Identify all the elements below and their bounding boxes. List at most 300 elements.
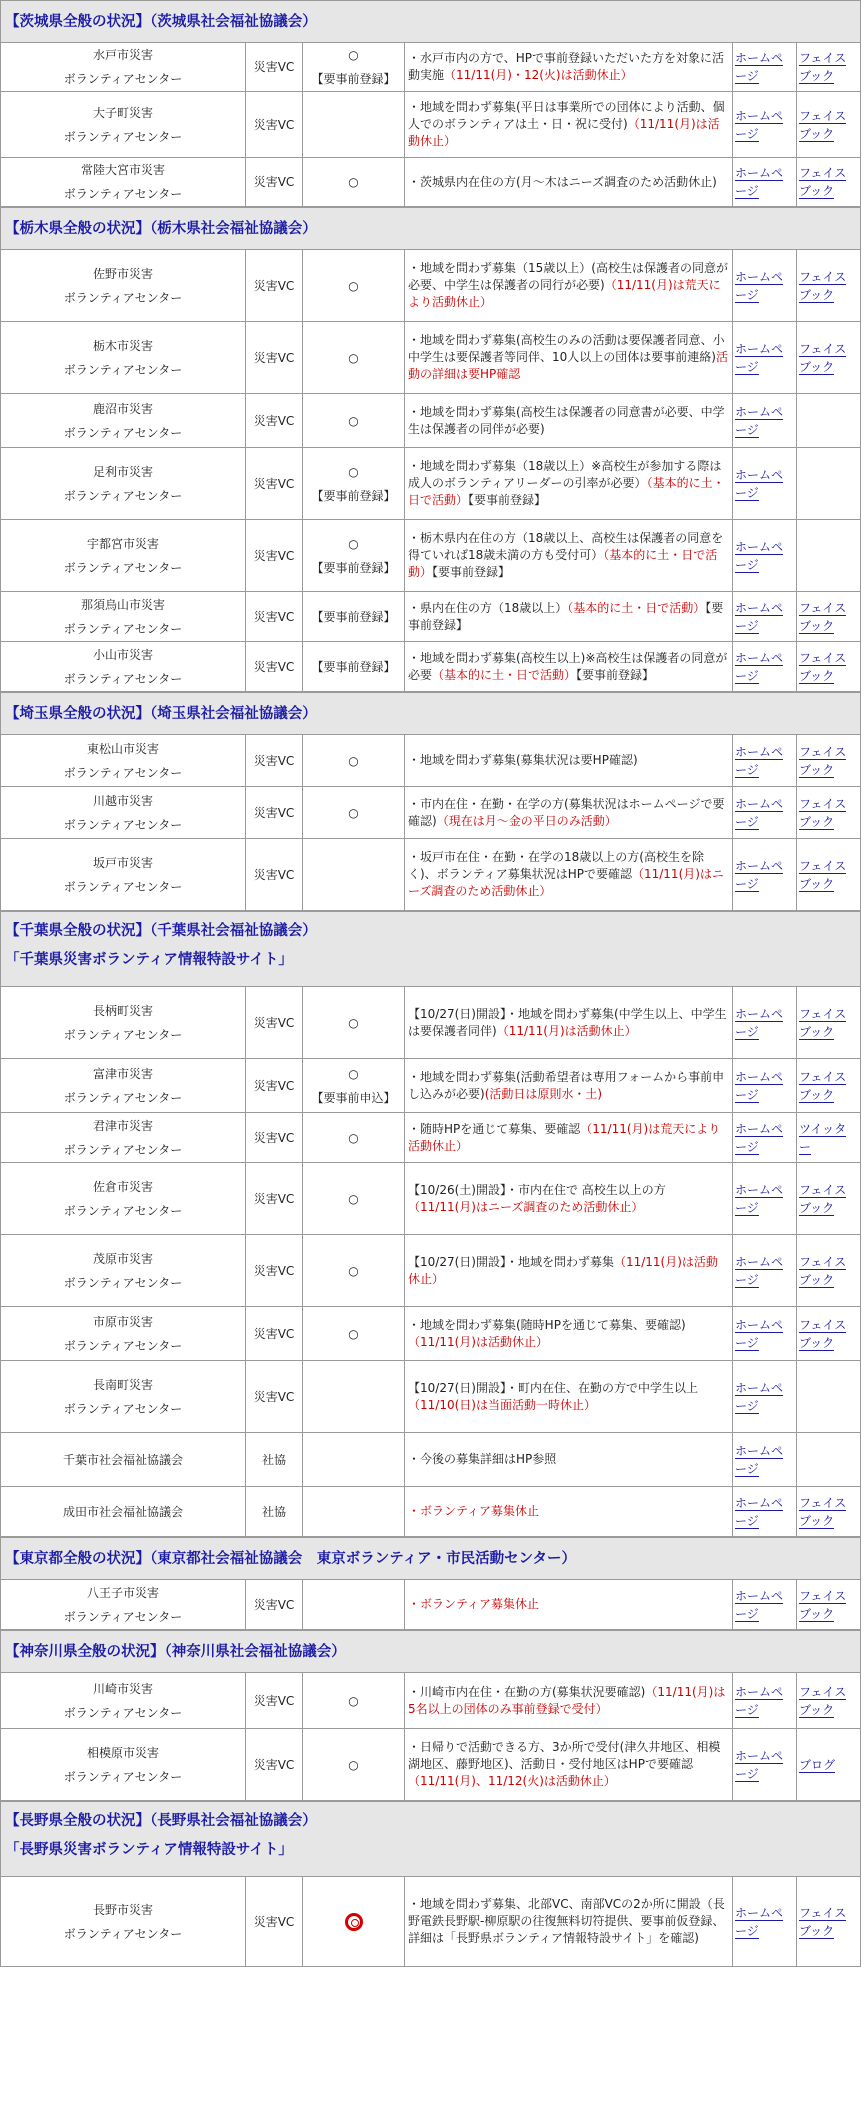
homepage-link[interactable]: ホームページ xyxy=(735,467,784,500)
section-title-link[interactable]: 【千葉県全般の状況】（千葉県社会福祉協議会） xyxy=(5,923,317,939)
info-text: ・今後の募集詳細はHP参照 xyxy=(408,1452,557,1466)
sns-cell xyxy=(797,1163,861,1235)
center-name-line: 茂原市災害 xyxy=(92,1251,153,1266)
sns-cell xyxy=(797,1059,861,1113)
table-row xyxy=(1,448,861,520)
center-name-line: ボランティアセンター xyxy=(63,560,183,575)
center-name-line: ボランティアセンター xyxy=(63,765,183,780)
recruit-info xyxy=(405,1361,733,1433)
section-table xyxy=(0,207,861,692)
sns-link[interactable]: フェイスブック xyxy=(799,1069,847,1102)
recruiting-status xyxy=(303,92,405,158)
circle-mark: ○ xyxy=(348,1191,359,1206)
section-table xyxy=(0,1630,861,1801)
center-name-line: 大子町災害 xyxy=(92,105,153,120)
homepage-cell xyxy=(733,1307,797,1361)
recruit-info xyxy=(405,1877,733,1967)
notice-text: （11/11(月)はニーズ調査のため活動休止） xyxy=(408,867,724,898)
center-type: 災害VC xyxy=(246,1729,303,1801)
homepage-link[interactable]: ホームページ xyxy=(735,269,784,302)
recruit-info xyxy=(405,92,733,158)
center-name-line: ボランティアセンター xyxy=(63,1027,183,1042)
center-type: 災害VC xyxy=(246,1580,303,1630)
section-header-row xyxy=(1,1538,861,1580)
homepage-cell xyxy=(733,520,797,592)
homepage-cell xyxy=(733,92,797,158)
table-row xyxy=(1,642,861,692)
recruit-info xyxy=(405,839,733,911)
homepage-link[interactable]: ホームページ xyxy=(735,539,784,572)
center-name-line: 成田市社会福祉協議会 xyxy=(62,1504,183,1519)
notice-text: （11/11(月)は活動休止） xyxy=(408,1254,718,1286)
homepage-cell xyxy=(733,1361,797,1433)
center-name-line: ボランティアセンター xyxy=(63,72,183,86)
center-name-line: ボランティアセンター xyxy=(63,817,183,832)
table-row xyxy=(1,1433,861,1487)
homepage-link[interactable]: ホームページ xyxy=(735,1254,784,1287)
table-row xyxy=(1,1673,861,1729)
recruiting-status xyxy=(303,1433,405,1487)
sns-cell xyxy=(797,1580,861,1630)
homepage-link[interactable]: ホームページ xyxy=(735,51,784,83)
homepage-link[interactable]: ホームページ xyxy=(735,600,784,633)
center-name-line: ボランティアセンター xyxy=(63,187,183,201)
homepage-link[interactable]: ホームページ xyxy=(735,1380,784,1413)
info-text: (月～木はニーズ調査のため活動休止) xyxy=(516,174,717,189)
sns-link[interactable]: フェイスブック xyxy=(799,166,847,198)
center-type: 社協 xyxy=(246,1487,303,1537)
table-row xyxy=(1,92,861,158)
homepage-cell xyxy=(733,787,797,839)
center-name-line: 川越市災害 xyxy=(92,793,153,808)
center-name-line: 市原市災害 xyxy=(92,1314,153,1329)
sns-link[interactable]: フェイスブック xyxy=(799,269,847,302)
homepage-link[interactable]: ホームページ xyxy=(735,1121,784,1154)
section-title-link[interactable]: 【東京都全般の状況】（東京都社会福祉協議会 東京ボランティア・市民活動センター） xyxy=(5,1550,577,1567)
center-name-line: ボランティアセンター xyxy=(63,1275,183,1290)
info-text: ・地域を問わず募集(高校生は保護者の同意書が必要、中学生は保護者の同伴が必要) xyxy=(408,404,725,436)
sns-cell xyxy=(797,1729,861,1801)
recruit-info xyxy=(405,1580,733,1630)
section-table xyxy=(0,1537,861,1630)
homepage-cell xyxy=(733,1729,797,1801)
center-name-line: 長柄町災害 xyxy=(92,1003,153,1018)
section-header xyxy=(1,1631,861,1673)
notice-text: （基本的に土・日で活動） xyxy=(408,476,725,507)
recruiting-status xyxy=(303,1163,405,1235)
center-type: 災害VC xyxy=(246,158,303,207)
sns-link[interactable]: ブログ xyxy=(799,1757,836,1772)
table-row xyxy=(1,1361,861,1433)
sns-link[interactable]: フェイスブック xyxy=(799,600,847,633)
center-name xyxy=(1,1235,246,1307)
homepage-link[interactable]: ホームページ xyxy=(735,858,784,891)
homepage-cell xyxy=(733,839,797,911)
sns-cell xyxy=(797,1433,861,1487)
table-row xyxy=(1,250,861,322)
center-name-line: 足利市災害 xyxy=(92,464,153,479)
circle-mark: ○ xyxy=(348,1693,359,1708)
homepage-cell xyxy=(733,1673,797,1729)
circle-mark: ○ xyxy=(348,278,359,293)
homepage-link[interactable]: ホームページ xyxy=(735,341,784,374)
section-header-row xyxy=(1,1,861,43)
sns-link[interactable]: フェイスブック xyxy=(799,108,847,141)
circle-mark: ○ xyxy=(348,1015,359,1030)
special-site-link[interactable]: 「千葉県災害ボランティア情報特設サイト」 xyxy=(5,952,293,968)
sns-cell xyxy=(797,787,861,839)
notice-text: （11/11(月)は活動休止） xyxy=(496,1023,637,1038)
homepage-cell xyxy=(733,1487,797,1537)
section-header-row xyxy=(1,1802,861,1877)
registration-note: 【要事前登録】 xyxy=(311,488,396,503)
info-text: 【要事前登録】 xyxy=(432,565,511,579)
homepage-cell xyxy=(733,1059,797,1113)
sns-cell xyxy=(797,987,861,1059)
center-name-line: ボランティアセンター xyxy=(63,1401,183,1416)
center-name-line: 坂戸市災害 xyxy=(92,855,153,870)
center-type: 災害VC xyxy=(246,520,303,592)
homepage-cell xyxy=(733,394,797,448)
center-name-line: ボランティアセンター xyxy=(63,488,183,503)
info-text: 【要事前登録】 xyxy=(576,667,655,682)
info-text: ・地域を問わず募集 xyxy=(505,1254,614,1269)
info-text: 【10/26(土)開設】 xyxy=(408,1182,506,1197)
sns-cell xyxy=(797,43,861,92)
info-text: ・町内在住、在勤の方で中学生以上 xyxy=(505,1380,698,1395)
center-type: 災害VC xyxy=(246,1673,303,1729)
recruiting-status xyxy=(303,1113,405,1163)
center-name-line: 常陸大宮市災害 xyxy=(80,163,165,177)
info-text: ・地域を問わず募集(高校生のみの活動は要保護者同意、小中学生は要保護者等同伴、10人以上の団体は要事前連絡) xyxy=(408,333,725,364)
section-title-link[interactable]: 【埼玉県全般の状況】（埼玉県社会福祉協議会） xyxy=(5,705,317,722)
registration-note: 【要事前登録】 xyxy=(311,72,396,86)
recruiting-status xyxy=(303,1877,405,1967)
circle-mark: ○ xyxy=(348,536,359,551)
homepage-cell xyxy=(733,642,797,692)
recruit-info xyxy=(405,1433,733,1487)
sns-link[interactable]: フェイスブック xyxy=(799,1006,847,1039)
notice-text: （11/11(月)は荒天により活動休止） xyxy=(408,1121,721,1153)
recruit-info xyxy=(405,1307,733,1361)
sns-cell xyxy=(797,592,861,642)
center-name xyxy=(1,787,246,839)
notice-text: (活動日は原則水・土) xyxy=(484,1086,603,1101)
recruiting-status xyxy=(303,448,405,520)
section-header-row xyxy=(1,208,861,250)
info-text: ・地域を問わず募集（15歳以上）(高校生は保護者の同意が必要、中学生は保護者の同行が必要) xyxy=(408,261,728,292)
center-type: 災害VC xyxy=(246,394,303,448)
recruit-info xyxy=(405,1059,733,1113)
center-type: 災害VC xyxy=(246,448,303,520)
homepage-link[interactable]: ホームページ xyxy=(735,650,784,683)
center-name-line: 佐野市災害 xyxy=(92,266,153,281)
sns-link[interactable]: フェイスブック xyxy=(799,796,847,829)
recruit-info xyxy=(405,787,733,839)
center-name xyxy=(1,1580,246,1630)
center-name-line: ボランティアセンター xyxy=(63,621,183,636)
center-type: 災害VC xyxy=(246,1235,303,1307)
center-type: 災害VC xyxy=(246,92,303,158)
center-name-line: ボランティアセンター xyxy=(63,671,183,686)
homepage-link[interactable]: ホームページ xyxy=(735,1182,784,1215)
sns-cell xyxy=(797,1877,861,1967)
center-name-line: 富津市災害 xyxy=(92,1066,153,1081)
center-type: 災害VC xyxy=(246,250,303,322)
center-name-line: 那須烏山市災害 xyxy=(80,597,165,612)
center-name-line: 川崎市災害 xyxy=(92,1681,153,1696)
recruiting-status xyxy=(303,1729,405,1801)
section-header-row xyxy=(1,912,861,987)
section-title-link[interactable]: 【神奈川県全般の状況】（神奈川県社会福祉協議会） xyxy=(5,1643,346,1660)
center-name-line: ボランティアセンター xyxy=(63,1338,183,1353)
sns-link[interactable]: フェイスブック xyxy=(799,744,847,777)
recruit-info xyxy=(405,987,733,1059)
sns-cell xyxy=(797,1673,861,1729)
center-name-line: 千葉市社会福祉協議会 xyxy=(62,1452,183,1467)
circle-mark: ○ xyxy=(348,1130,359,1145)
center-name-line: ボランティアセンター xyxy=(63,1705,183,1720)
info-text: ・栃木県内在住の方（18歳以上、高校生は保護者の同意を得ていれば18歳未満の方も受付可） xyxy=(408,531,724,562)
center-type: 災害VC xyxy=(246,987,303,1059)
center-name xyxy=(1,1729,246,1801)
table-row xyxy=(1,987,861,1059)
recruit-info xyxy=(405,250,733,322)
homepage-cell xyxy=(733,592,797,642)
center-name-line: 君津市災害 xyxy=(92,1118,153,1133)
notice-text: （11/10(日)は当面活動一時休止） xyxy=(408,1397,596,1412)
info-text: ・随時HPを通じて募集、要確認 xyxy=(408,1121,581,1136)
sns-link[interactable]: フェイスブック xyxy=(799,341,847,374)
sns-cell xyxy=(797,1113,861,1163)
homepage-link[interactable]: ホームページ xyxy=(735,1905,784,1938)
section-header xyxy=(1,693,861,735)
center-name-line: 宇都宮市災害 xyxy=(86,536,159,551)
sns-cell xyxy=(797,158,861,207)
center-name xyxy=(1,448,246,520)
sns-cell xyxy=(797,394,861,448)
table-row xyxy=(1,1235,861,1307)
recruit-info xyxy=(405,158,733,207)
homepage-link[interactable]: ホームページ xyxy=(735,1069,784,1102)
circle-mark: ○ xyxy=(348,1757,359,1772)
recruit-info xyxy=(405,394,733,448)
center-name xyxy=(1,735,246,787)
recruit-info xyxy=(405,322,733,394)
section-title-link[interactable]: 【茨城県全般の状況】（茨城県社会福祉協議会） xyxy=(5,13,317,30)
center-name xyxy=(1,250,246,322)
registration-note: 【要事前登録】 xyxy=(311,659,396,674)
center-name xyxy=(1,1673,246,1729)
recruiting-status xyxy=(303,1580,405,1630)
homepage-link[interactable]: ホームページ xyxy=(735,1748,784,1781)
notice-text: （11/11(月)はニーズ調査のため活動休止） xyxy=(408,1199,644,1214)
sns-link[interactable]: ツイッター xyxy=(799,1121,847,1154)
info-text: 【10/27(日)開設】 xyxy=(408,1254,506,1269)
homepage-link[interactable]: ホームページ xyxy=(735,1443,784,1476)
center-name-line: ボランティアセンター xyxy=(63,362,183,377)
recruiting-status xyxy=(303,322,405,394)
homepage-cell xyxy=(733,735,797,787)
homepage-link[interactable]: ホームページ xyxy=(735,744,784,777)
section-header xyxy=(1,1538,861,1580)
notice-text: （11/11(月)、11/12(火)は活動休止） xyxy=(408,1774,616,1788)
recruiting-status xyxy=(303,642,405,692)
recruiting-status xyxy=(303,1487,405,1537)
center-name xyxy=(1,322,246,394)
center-name xyxy=(1,592,246,642)
table-row xyxy=(1,592,861,642)
sns-cell xyxy=(797,1361,861,1433)
homepage-link[interactable]: ホームページ xyxy=(735,404,784,437)
recruit-info xyxy=(405,520,733,592)
recruiting-status xyxy=(303,987,405,1059)
section-header xyxy=(1,208,861,250)
recruiting-status xyxy=(303,250,405,322)
sns-link[interactable]: フェイスブック xyxy=(799,1254,847,1287)
recruiting-status xyxy=(303,1235,405,1307)
recruit-info xyxy=(405,1113,733,1163)
center-name-line: 鹿沼市災害 xyxy=(92,401,153,416)
center-name-line: 長南町災害 xyxy=(92,1377,153,1392)
sns-cell xyxy=(797,735,861,787)
circle-mark: ○ xyxy=(348,753,359,768)
recruiting-status xyxy=(303,520,405,592)
section-table xyxy=(0,692,861,911)
circle-mark: ○ xyxy=(348,413,359,428)
table-row xyxy=(1,839,861,911)
notice-text: （11/11(月)は荒天により活動休止） xyxy=(408,278,721,309)
table-row xyxy=(1,1163,861,1235)
center-name-line: ボランティアセンター xyxy=(63,1926,183,1941)
table-row xyxy=(1,787,861,839)
sns-link[interactable]: フェイスブック xyxy=(799,1182,847,1215)
center-type: 災害VC xyxy=(246,1877,303,1967)
sns-cell xyxy=(797,322,861,394)
center-name xyxy=(1,987,246,1059)
homepage-link[interactable]: ホームページ xyxy=(735,796,784,829)
homepage-link[interactable]: ホームページ xyxy=(735,166,784,198)
recruiting-status xyxy=(303,43,405,92)
center-name-line: 佐倉市災害 xyxy=(92,1179,153,1194)
center-type: 災害VC xyxy=(246,322,303,394)
center-name xyxy=(1,642,246,692)
section-header xyxy=(1,1802,861,1877)
center-name-line: 東松山市災害 xyxy=(86,741,159,756)
recruiting-status xyxy=(303,1673,405,1729)
sns-link[interactable]: フェイスブック xyxy=(799,858,847,891)
recruit-info xyxy=(405,592,733,642)
center-type: 災害VC xyxy=(246,43,303,92)
recruiting-status xyxy=(303,735,405,787)
recruiting-status xyxy=(303,592,405,642)
circle-mark: ○ xyxy=(348,1263,359,1278)
sns-cell xyxy=(797,1307,861,1361)
table-row xyxy=(1,1059,861,1113)
center-type: 災害VC xyxy=(246,1113,303,1163)
sns-link[interactable]: フェイスブック xyxy=(799,1684,847,1717)
homepage-link[interactable]: ホームページ xyxy=(735,1684,784,1717)
info-text: ・市内在住で 高校生以上の方 xyxy=(505,1182,666,1197)
sns-cell xyxy=(797,642,861,692)
info-text: ・地域を問わず募集(高校生以上)※高校生は保護者の同意が必要 xyxy=(408,650,728,682)
notice-text: （11/11(月)・12(火)は活動休止） xyxy=(444,68,633,82)
double-circle-icon xyxy=(345,1913,363,1931)
center-name-line: ボランティアセンター xyxy=(63,1090,183,1105)
sns-link[interactable]: フェイスブック xyxy=(799,1495,847,1528)
table-row xyxy=(1,1307,861,1361)
sns-link[interactable]: フェイスブック xyxy=(799,1317,847,1350)
notice-text: （現在は月～金の平日のみ活動） xyxy=(436,813,617,828)
center-name-line: 八王子市災害 xyxy=(86,1585,159,1600)
homepage-link[interactable]: ホームページ xyxy=(735,1588,784,1621)
registration-note: 【要事前登録】 xyxy=(311,609,396,624)
center-name xyxy=(1,1307,246,1361)
homepage-link[interactable]: ホームページ xyxy=(735,1317,784,1350)
registration-note: 【要事前登録】 xyxy=(311,560,396,575)
recruiting-status xyxy=(303,158,405,207)
circle-mark: ○ xyxy=(348,1066,359,1081)
recruit-info xyxy=(405,735,733,787)
center-name-line: 水戸市災害 xyxy=(92,48,153,62)
sns-link[interactable]: フェイスブック xyxy=(799,51,847,83)
table-row xyxy=(1,158,861,207)
center-name xyxy=(1,520,246,592)
info-text: 【10/27(日)開設】 xyxy=(408,1380,506,1395)
center-type: 災害VC xyxy=(246,787,303,839)
homepage-cell xyxy=(733,250,797,322)
homepage-link[interactable]: ホームページ xyxy=(735,1006,784,1039)
center-name xyxy=(1,1877,246,1967)
notice-text: 活動の詳細は要HP確認 xyxy=(408,350,728,381)
center-name-line: 相模原市災害 xyxy=(86,1745,159,1760)
center-type: 災害VC xyxy=(246,592,303,642)
center-name xyxy=(1,839,246,911)
center-name xyxy=(1,158,246,207)
homepage-link[interactable]: ホームページ xyxy=(735,108,784,141)
homepage-link[interactable]: ホームページ xyxy=(735,1495,784,1528)
homepage-cell xyxy=(733,322,797,394)
info-text: ・県内在住の方（18歳以上） xyxy=(408,600,568,615)
center-name-line: 小山市災害 xyxy=(92,647,153,662)
table-row xyxy=(1,1487,861,1537)
sns-link[interactable]: フェイスブック xyxy=(799,1588,847,1621)
info-text: ・市内在住・在勤・在学の方(募集状況はホームページで要確認) xyxy=(408,796,725,828)
section-title-link[interactable]: 【長野県全般の状況】（長野県社会福祉協議会） xyxy=(5,1813,317,1829)
sns-link[interactable]: フェイスブック xyxy=(799,1905,847,1938)
circle-mark: ○ xyxy=(348,805,359,820)
sns-cell xyxy=(797,250,861,322)
table-row xyxy=(1,394,861,448)
center-name xyxy=(1,1361,246,1433)
center-type: 災害VC xyxy=(246,1307,303,1361)
notice-text: （11/11(月)は活動休止） xyxy=(408,1334,548,1349)
homepage-cell xyxy=(733,1163,797,1235)
recruiting-status xyxy=(303,394,405,448)
center-name xyxy=(1,1433,246,1487)
table-row xyxy=(1,43,861,92)
homepage-cell xyxy=(733,1113,797,1163)
center-type: 災害VC xyxy=(246,839,303,911)
homepage-cell xyxy=(733,1877,797,1967)
center-name xyxy=(1,43,246,92)
recruiting-status xyxy=(303,1059,405,1113)
homepage-cell xyxy=(733,448,797,520)
section-title-link[interactable]: 【栃木県全般の状況】（栃木県社会福祉協議会） xyxy=(5,220,317,237)
registration-note: 【要事前申込】 xyxy=(311,1090,396,1105)
special-site-link[interactable]: 「長野県災害ボランティア情報特設サイト」 xyxy=(5,1842,293,1858)
sns-link[interactable]: フェイスブック xyxy=(799,650,847,683)
